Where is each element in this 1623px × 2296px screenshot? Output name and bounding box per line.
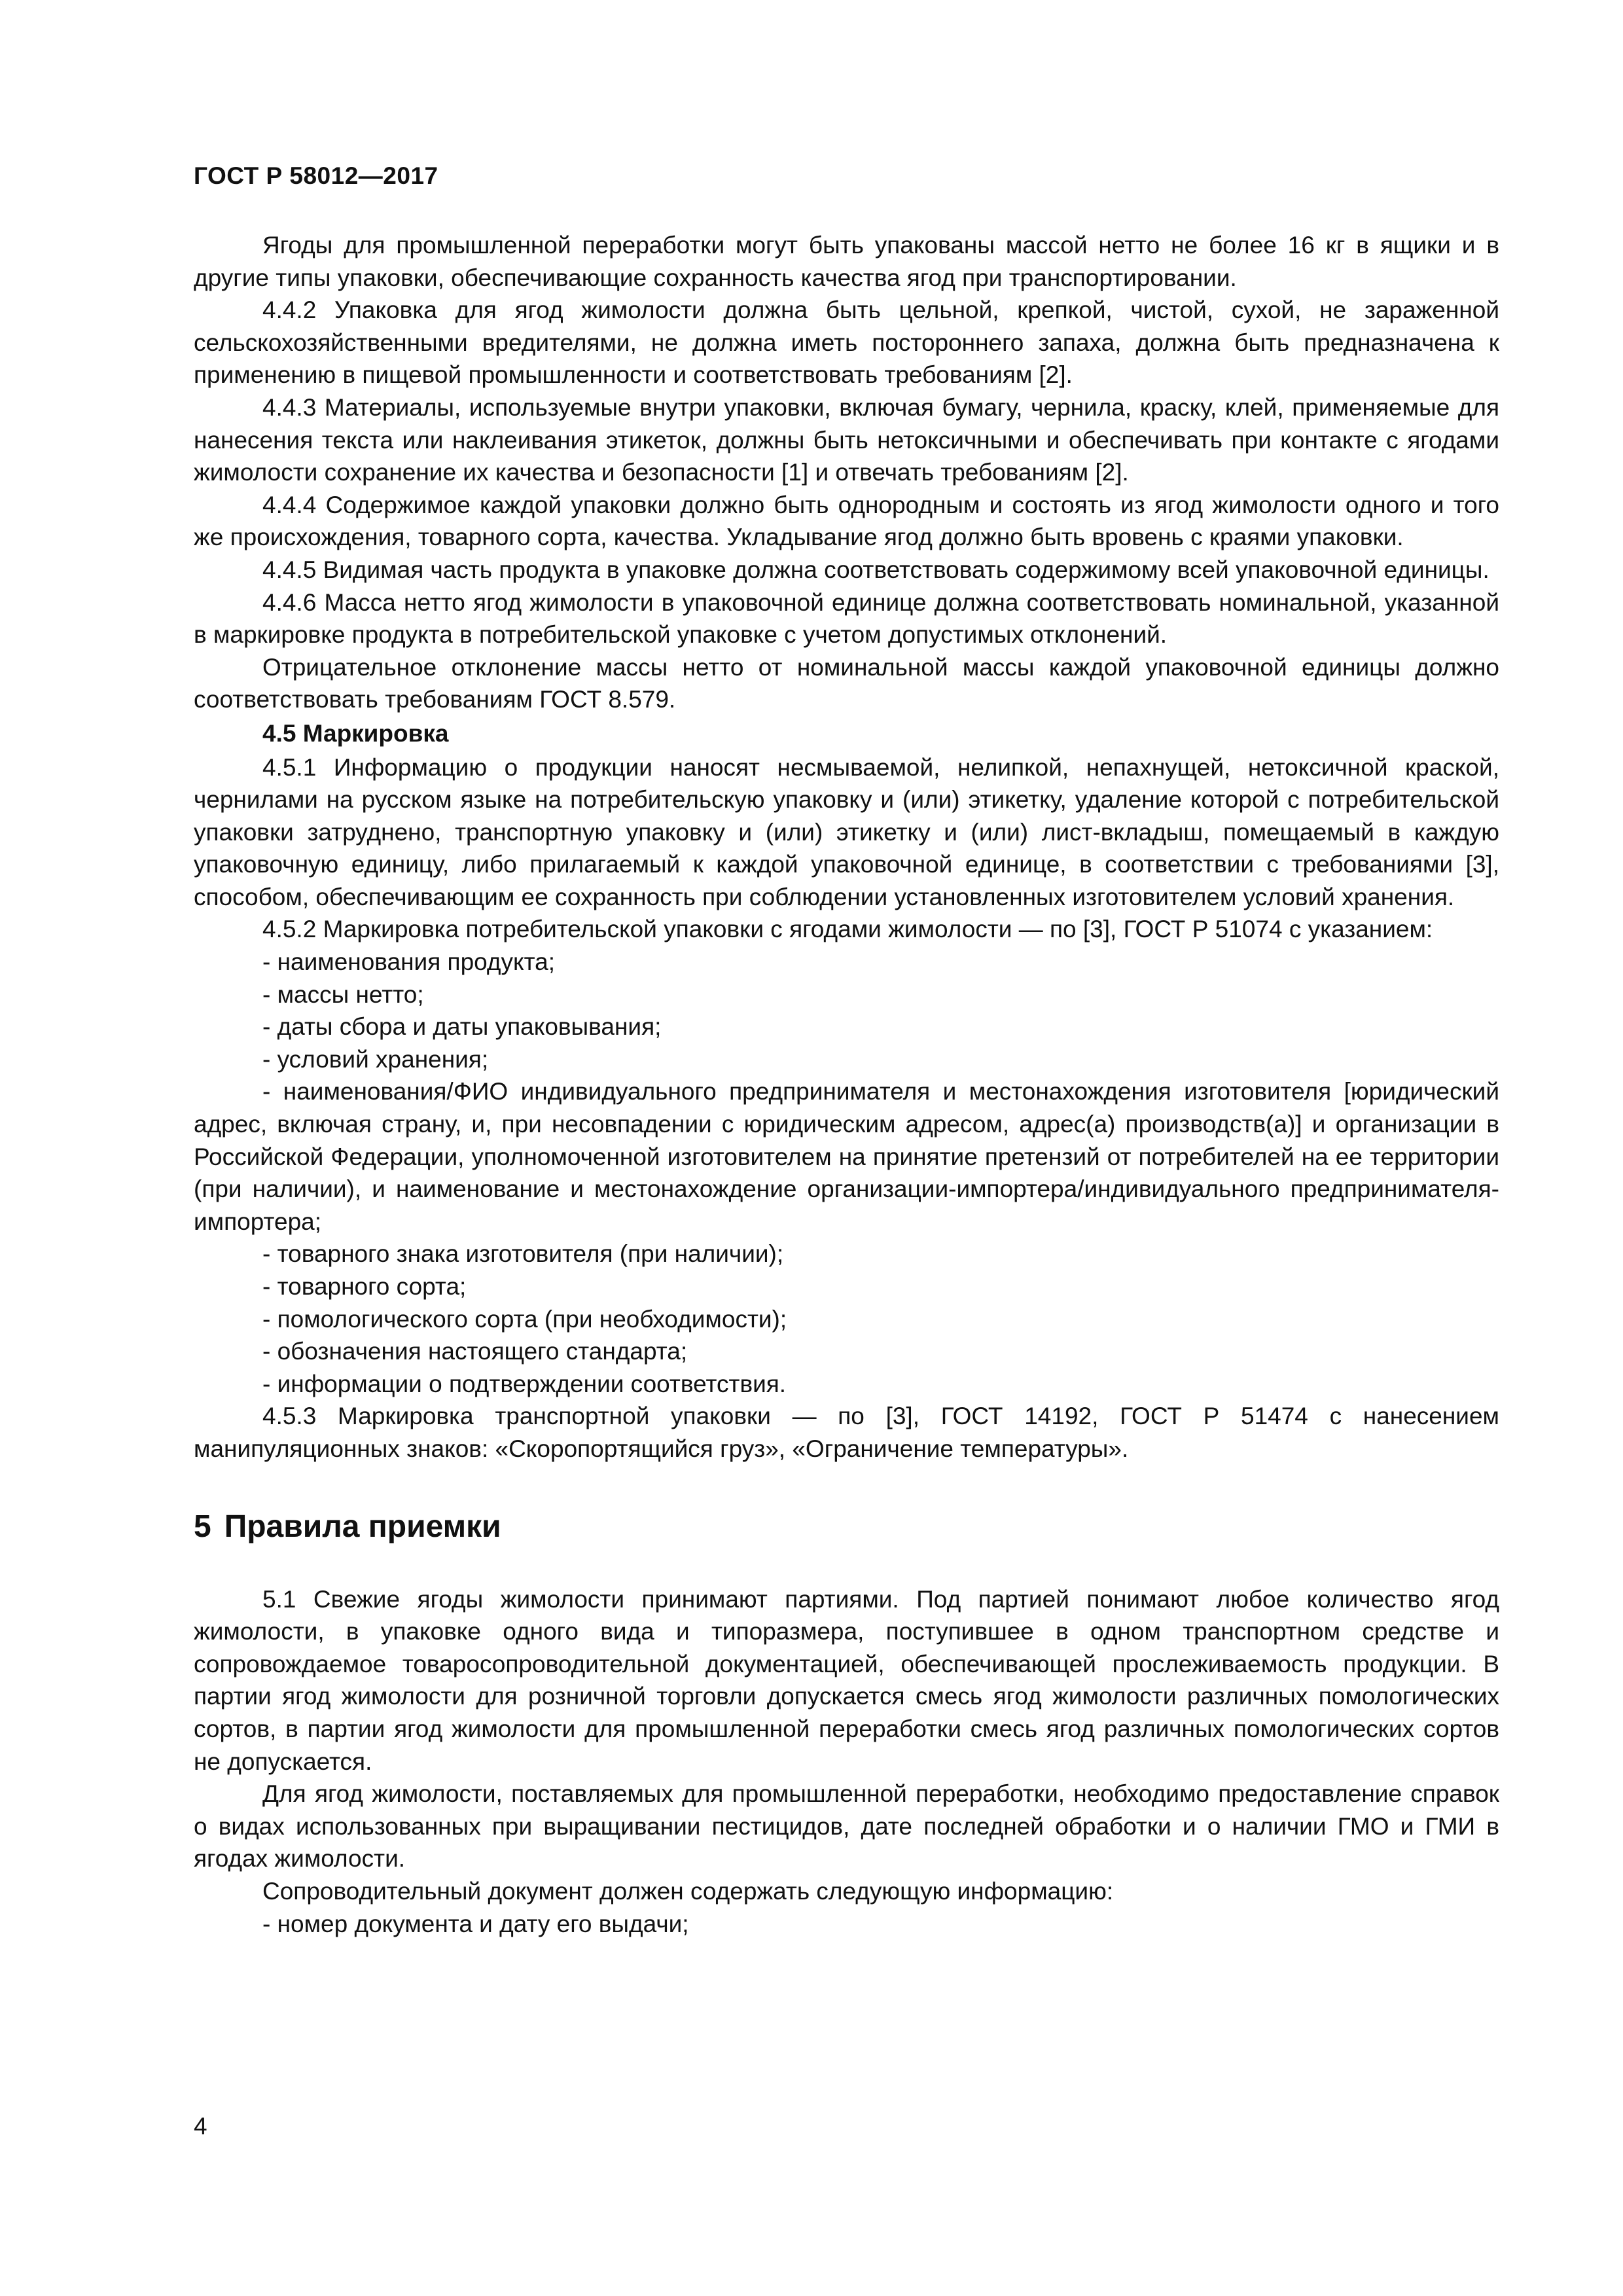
list-item: - информации о подтверждении соответствия. xyxy=(262,1370,787,1397)
document-header-code: ГОСТ Р 58012—2017 xyxy=(194,162,438,189)
paragraph-4-4-4: 4.4.4 Содержимое каждой упаковки должно быть однородным и состоять из ягод жимолости одного и того же происхождения, товарного сорта, качества. Укладывание ягод должно быть вровень с краями упаковки. xyxy=(194,491,1499,551)
paragraph-4-5-1: 4.5.1 Информацию о продукции наносят несмываемой, нелипкой, непахнущей, нетоксичной краской, чернилами на русском языке на потребительскую упаковку и (или) этикетку, удаление которой с потребительской упаковки затруднено, транспортную упаковку и (или) этикетку и (или) лист-вкладыш, помещаемый в каждую упаковочную единицу, либо прилагаемый к каждой упаковочной единице, в соответствии с требованиями [3], способом, обеспечивающим ее сохранность при соблюдении установленных изготовителем условий хранения. xyxy=(194,753,1499,910)
section-5-heading xyxy=(194,1509,1499,1545)
paragraph-4-5-2: 4.5.2 Маркировка потребительской упаковки с ягодами жимолости — по [3], ГОСТ Р 51074 с указанием: xyxy=(262,916,1433,943)
paragraph-5-1: 5.1 Свежие ягоды жимолости принимают партиями. Под партией понимают любое количество ягод жимолости, в упаковке одного вида и типоразмера, поступившее в одном транспортном средстве и сопровождаемое товаросопроводительной документацией, обеспечивающей прослеживаемость продукции. В партии ягод жимолости для розничной торговли допускается смесь ягод жимолости различных помологических сортов, в партии ягод жимолости для промышленной переработки смесь ягод различных помологических сортов не допускается. xyxy=(194,1585,1499,1775)
section-5-title: Правила приемки xyxy=(224,1509,501,1544)
list-item: - условий хранения; xyxy=(262,1045,489,1073)
paragraph-4-5-3: 4.5.3 Маркировка транспортной упаковки — по [3], ГОСТ 14192, ГОСТ Р 51474 с нанесением манипуляционных знаков: «Скоропортящийся груз», «Ограничение температуры». xyxy=(194,1403,1499,1462)
section-5-number: 5 xyxy=(194,1509,211,1544)
list-item: - помологического сорта (при необходимости); xyxy=(262,1305,787,1333)
list-item: - товарного сорта; xyxy=(262,1273,467,1300)
subsection-4-5-title: 4.5 Маркировка xyxy=(262,719,449,747)
paragraph-5-1-document: Сопроводительный документ должен содержать следующую информацию: xyxy=(262,1877,1114,1905)
list-item-long: - наименования/ФИО индивидуального предпринимателя и местонахождения изготовителя [юридический адрес, включая страну, и, при несовпадении с юридическим адресом, адрес(а) производств(а)] и организации в Российской Федерации, уполномоченной изготовителем на принятие претензий от потребителей на ее территории (при наличии), и наименование и местонахождение организации-импортера/индивидуального предпринимателя-импортера; xyxy=(194,1078,1499,1235)
list-item: - товарного знака изготовителя (при наличии); xyxy=(262,1240,784,1268)
paragraph-4-4-3: 4.4.3 Материалы, используемые внутри упаковки, включая бумагу, чернила, краску, клей, применяемые для нанесения текста или наклеивания этикеток, должны быть нетоксичными и обеспечивать при контакте с ягодами жимолости сохранение их качества и безопасности [1] и отвечать требованиям [2]. xyxy=(194,393,1499,486)
paragraph-4-4-1-cont: Ягоды для промышленной переработки могут быть упакованы массой нетто не более 16 кг в ящики и в другие типы упаковки, обеспечивающие сохранность качества ягод при транспортировании. xyxy=(194,232,1499,291)
list-item: - наименования продукта; xyxy=(262,948,555,976)
list-item: - номер документа и дату его выдачи; xyxy=(262,1910,689,1937)
list-item: - массы нетто; xyxy=(262,980,424,1008)
list-item: - обозначения настоящего стандарта; xyxy=(262,1338,688,1365)
page-body xyxy=(194,229,1499,1940)
paragraph-4-4-5: 4.4.5 Видимая часть продукта в упаковке должна соответствовать содержимому всей упаковочной единицы. xyxy=(262,556,1489,583)
paragraph-4-4-6-note: Отрицательное отклонение массы нетто от номинальной массы каждой упаковочной единицы должно соответствовать требованиям ГОСТ 8.579. xyxy=(194,653,1499,713)
paragraph-4-4-2: 4.4.2 Упаковка для ягод жимолости должна быть цельной, крепкой, чистой, сухой, не зараженной сельскохозяйственными вредителями, не должна иметь постороннего запаха, должна быть предназначена к применению в пищевой промышленности и соответствовать требованиям [2]. xyxy=(194,296,1499,389)
paragraph-4-4-6: 4.4.6 Масса нетто ягод жимолости в упаковочной единице должна соответствовать номинальной, указанной в маркировке продукта в потребительской упаковке с учетом допустимых отклонений. xyxy=(194,588,1499,649)
page-number: 4 xyxy=(194,2113,207,2140)
list-item: - даты сбора и даты упаковывания; xyxy=(262,1013,662,1041)
paragraph-5-1-pesticides: Для ягод жимолости, поставляемых для промышленной переработки, необходимо предоставление справок о видах использованных при выращивании пестицидов, дате последней обработки и о наличии ГМО и ГМИ в ягодах жимолости. xyxy=(194,1780,1499,1873)
